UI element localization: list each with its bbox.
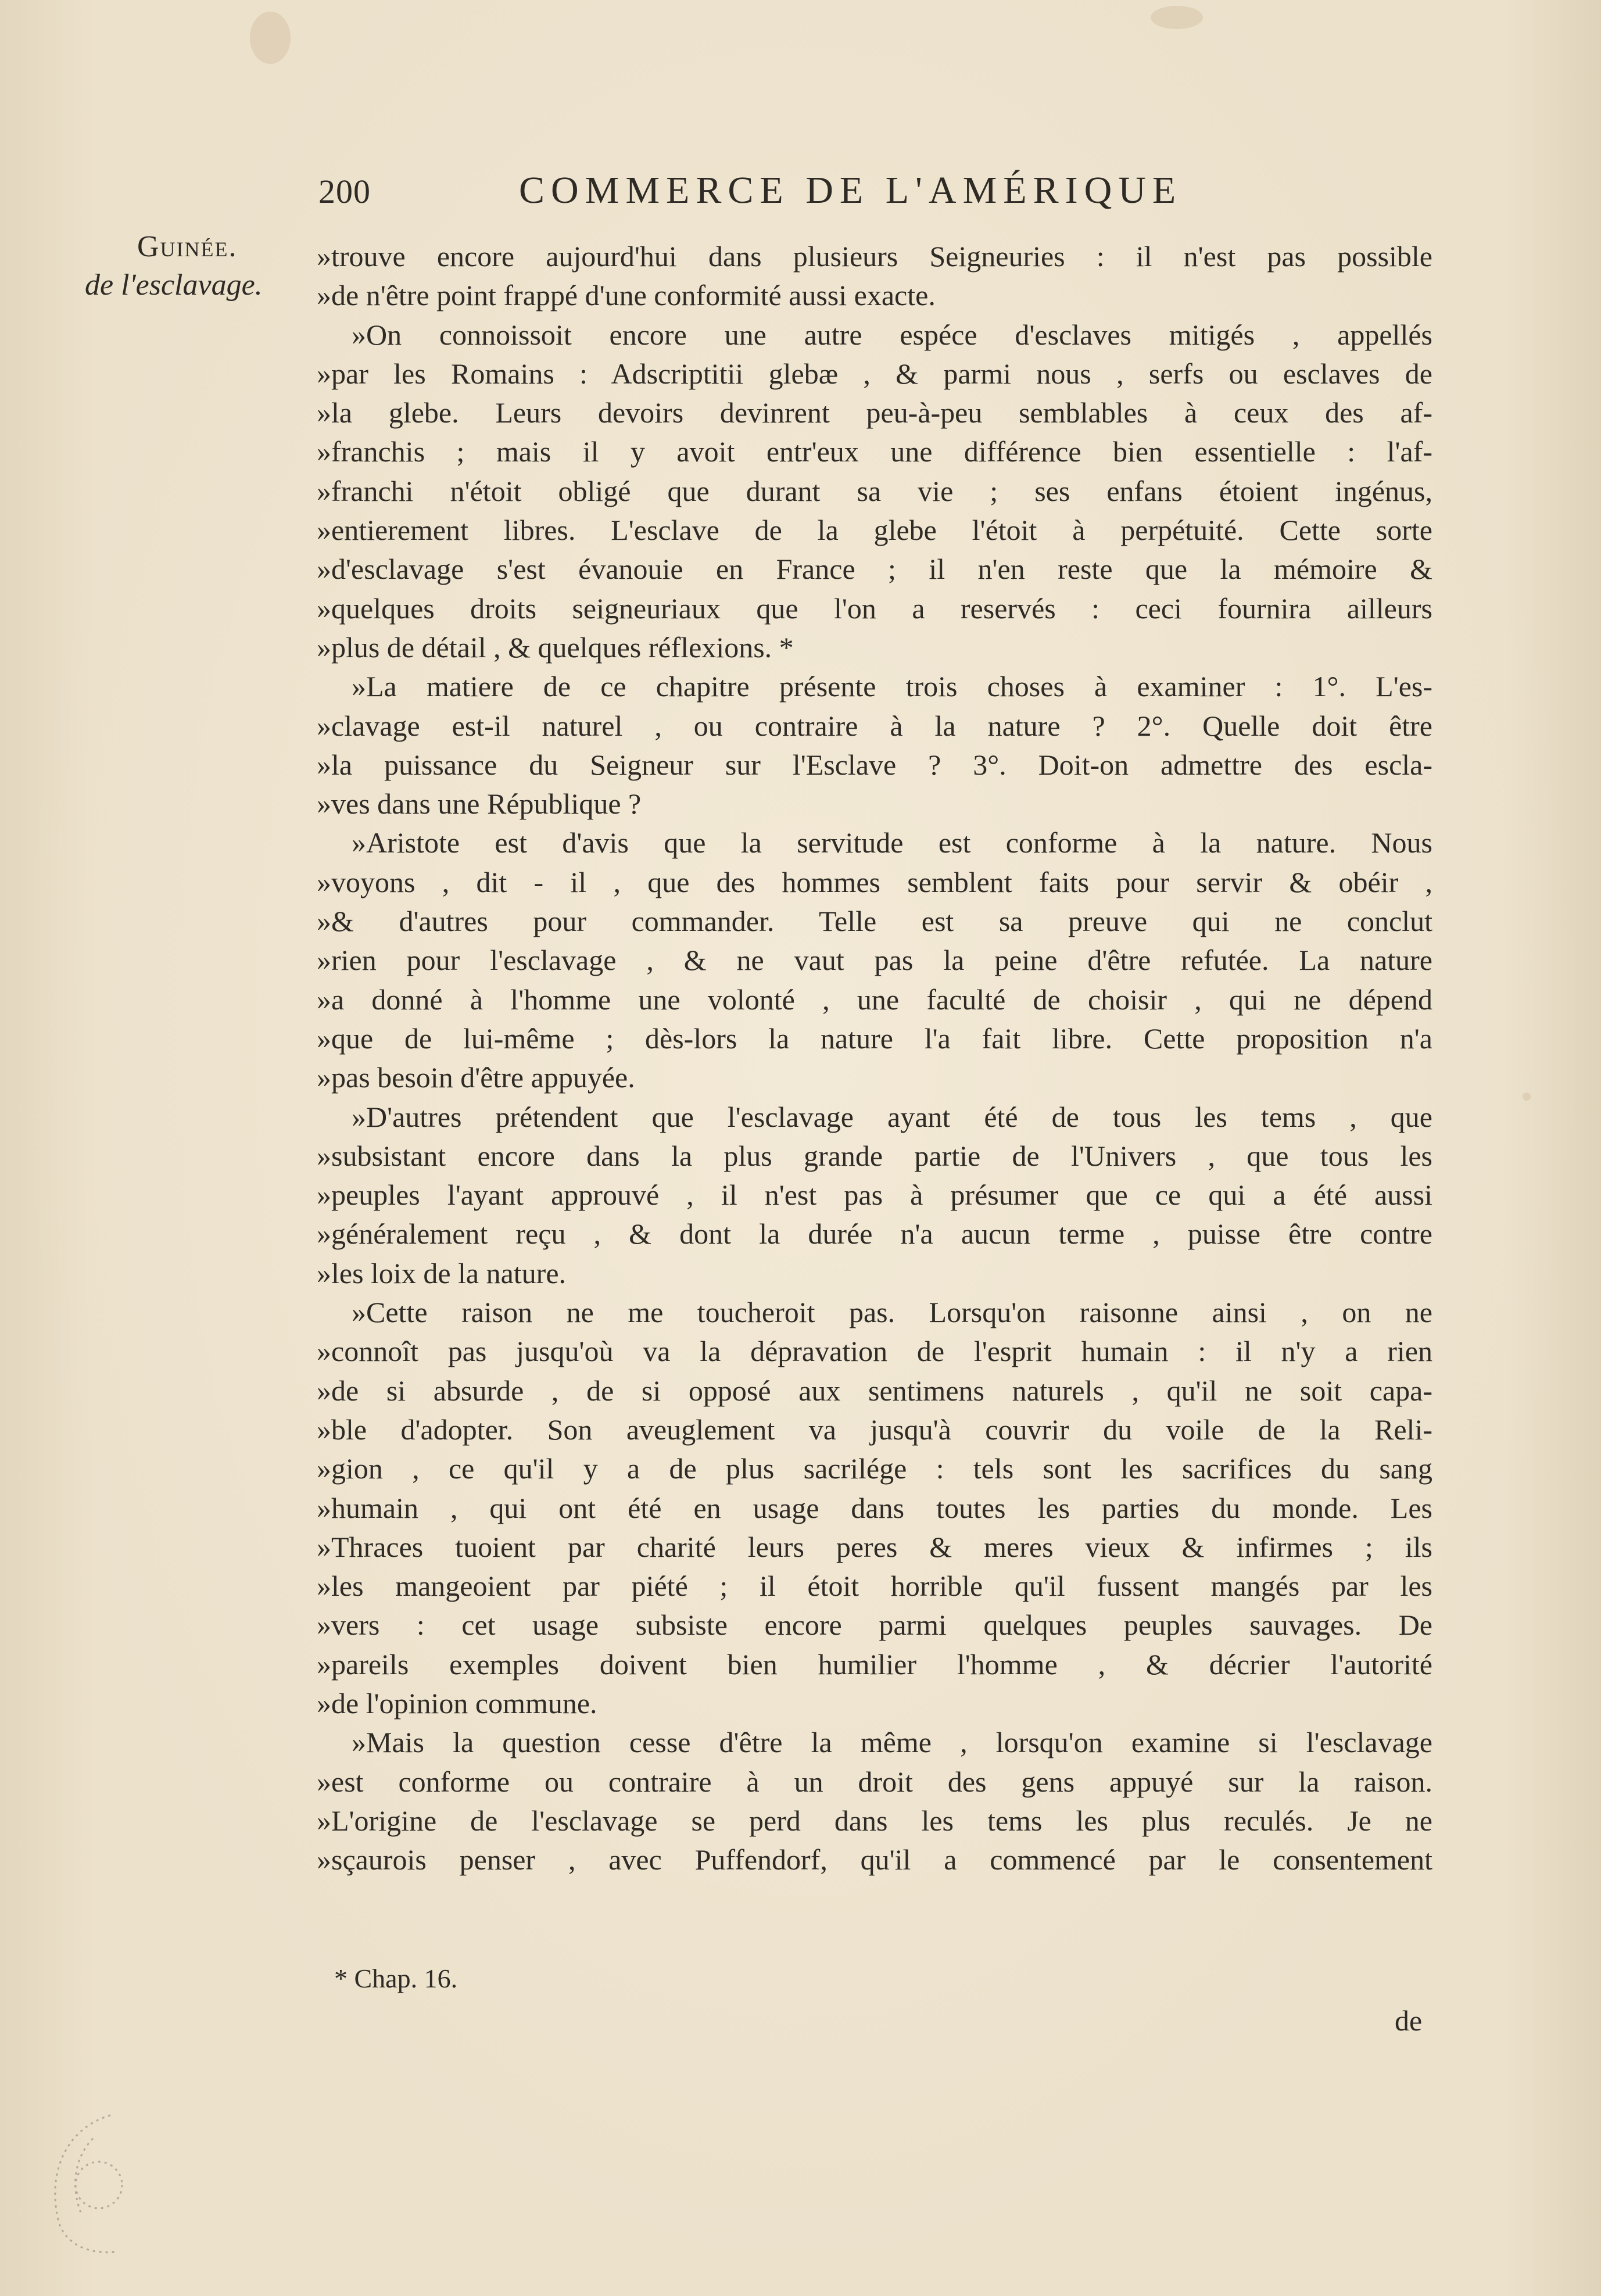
text-line: »& d'autres pour commander. Telle est sa preuve qui ne conclut (317, 905, 1432, 938)
body-text (317, 237, 1432, 1879)
text-line: »Mais la question cesse d'être la même , lorsqu'on examine si l'esclavage (352, 1726, 1432, 1759)
text-line: »généralement reçu , & dont la durée n'a aucun terme , puisse être contre (317, 1217, 1432, 1251)
page-header (318, 169, 1272, 215)
text-line: »les loix de la nature. (317, 1256, 567, 1290)
text-line: »d'esclavage s'est évanouie en France ; il n'en reste que la mémoire & (317, 553, 1432, 586)
text-line: »rien pour l'esclavage , & ne vaut pas la peine d'être refutée. La nature (317, 944, 1432, 977)
text-line: »subsistant encore dans la plus grande partie de l'Univers , que tous les (317, 1139, 1432, 1172)
text-line: »plus de détail , & quelques réflexions. * (317, 631, 794, 664)
text-line: »vers : cet usage subsiste encore parmi quelques peuples sauvages. De (317, 1609, 1432, 1642)
text-line: »franchi n'étoit obligé que durant sa vie ; ses enfans étoient ingénus, (317, 474, 1432, 507)
paper-stain (1523, 1093, 1531, 1101)
text-line: »ble d'adopter. Son aveuglement va jusqu'à couvrir du voile de la Reli- (317, 1413, 1432, 1446)
text-line: »franchis ; mais il y avoit entr'eux une différence bien essentielle : l'af- (317, 435, 1432, 468)
text-line: »de l'opinion commune. (317, 1686, 597, 1720)
text-line: »On connoissoit encore une autre espéce d'esclaves mitigés , appellés (352, 318, 1432, 351)
text-line: »Thraces tuoient par charité leurs peres & meres vieux & infirmes ; ils (317, 1530, 1432, 1563)
text-line: »que de lui-même ; dès-lors la nature l'a fait libre. Cette proposition n'a (317, 1022, 1432, 1055)
text-line: »les mangeoient par piété ; il étoit horrible qu'il fussent mangés par les (317, 1570, 1432, 1603)
text-line: »connoît pas jusqu'où va la dépravation de l'esprit humain : il n'y a rien (317, 1335, 1432, 1368)
text-line: »clavage est-il naturel , ou contraire à la nature ? 2°. Quelle doit être (317, 709, 1432, 742)
text-line: »pas besoin d'être appuyée. (317, 1061, 635, 1094)
margin-note-title: Guinée. (137, 230, 238, 263)
text-line: »gion , ce qu'il y a de plus sacrilége : tels sont les sacrifices du sang (317, 1452, 1432, 1485)
text-line: »Aristote est d'avis que la servitude est conforme à la nature. Nous (352, 826, 1432, 859)
text-line: »humain , qui ont été en usage dans toutes les parties du monde. Les (317, 1491, 1432, 1524)
text-line: »quelques droits seigneuriaux que l'on a reservés : ceci fournira ailleurs (317, 592, 1432, 625)
text-line: »D'autres prétendent que l'esclavage ayant été de tous les tems , que (352, 1100, 1432, 1133)
running-title: COMMERCE DE L'AMÉRIQUE (519, 169, 1183, 212)
text-line: »Cette raison ne me toucheroit pas. Lorsqu'on raisonne ainsi , on ne (352, 1296, 1432, 1329)
text-line: »de si absurde , de si opposé aux sentimens naturels , qu'il ne soit capa- (317, 1374, 1432, 1407)
text-line: »ves dans une République ? (317, 787, 642, 821)
text-line: »La matiere de ce chapitre présente trois choses à examiner : 1°. L'es- (352, 670, 1432, 703)
footnote: * Chap. 16. (334, 1964, 458, 1993)
text-line: »la puissance du Seigneur sur l'Esclave ? 3°. Doit-on admettre des escla- (317, 748, 1432, 781)
text-line: »a donné à l'homme une volonté , une faculté de choisir , qui ne dépend (317, 983, 1432, 1016)
paper-stain (1151, 6, 1203, 29)
text-line: »par les Romains : Adscriptitii glebæ , & parmi nous , serfs ou esclaves de (317, 357, 1432, 390)
paper-stain (250, 12, 291, 64)
text-line: »peuples l'ayant approuvé , il n'est pas à présumer que ce qui a été aussi (317, 1179, 1432, 1212)
library-stamp-icon (23, 2104, 139, 2261)
text-line: »la glebe. Leurs devoirs devinrent peu-à-peu semblables à ceux des af- (317, 396, 1432, 429)
text-line: »pareils exemples doivent bien humilier l'homme , & décrier l'autorité (317, 1647, 1432, 1681)
page-number: 200 (318, 173, 371, 210)
text-line: »sçaurois penser , avec Puffendorf, qu'il a commencé par le consentement (317, 1843, 1432, 1876)
text-line: »trouve encore aujourd'hui dans plusieurs Seigneuries : il n'est pas possible (317, 240, 1432, 273)
margin-note-subtitle: de l'esclavage. (85, 268, 263, 302)
catchword: de (1395, 2004, 1423, 2037)
text-line: »est conforme ou contraire à un droit des gens appuyé sur la raison. (317, 1765, 1432, 1798)
text-line: »voyons , dit - il , que des hommes semblent faits pour servir & obéir , (317, 865, 1432, 898)
text-line: »entierement libres. L'esclave de la glebe l'étoit à perpétuité. Cette sorte (317, 514, 1432, 547)
text-line: »L'origine de l'esclavage se perd dans les tems les plus reculés. Je ne (317, 1804, 1432, 1837)
text-line: »de n'être point frappé d'une conformité aussi exacte. (317, 279, 936, 312)
margin-note (85, 228, 311, 305)
